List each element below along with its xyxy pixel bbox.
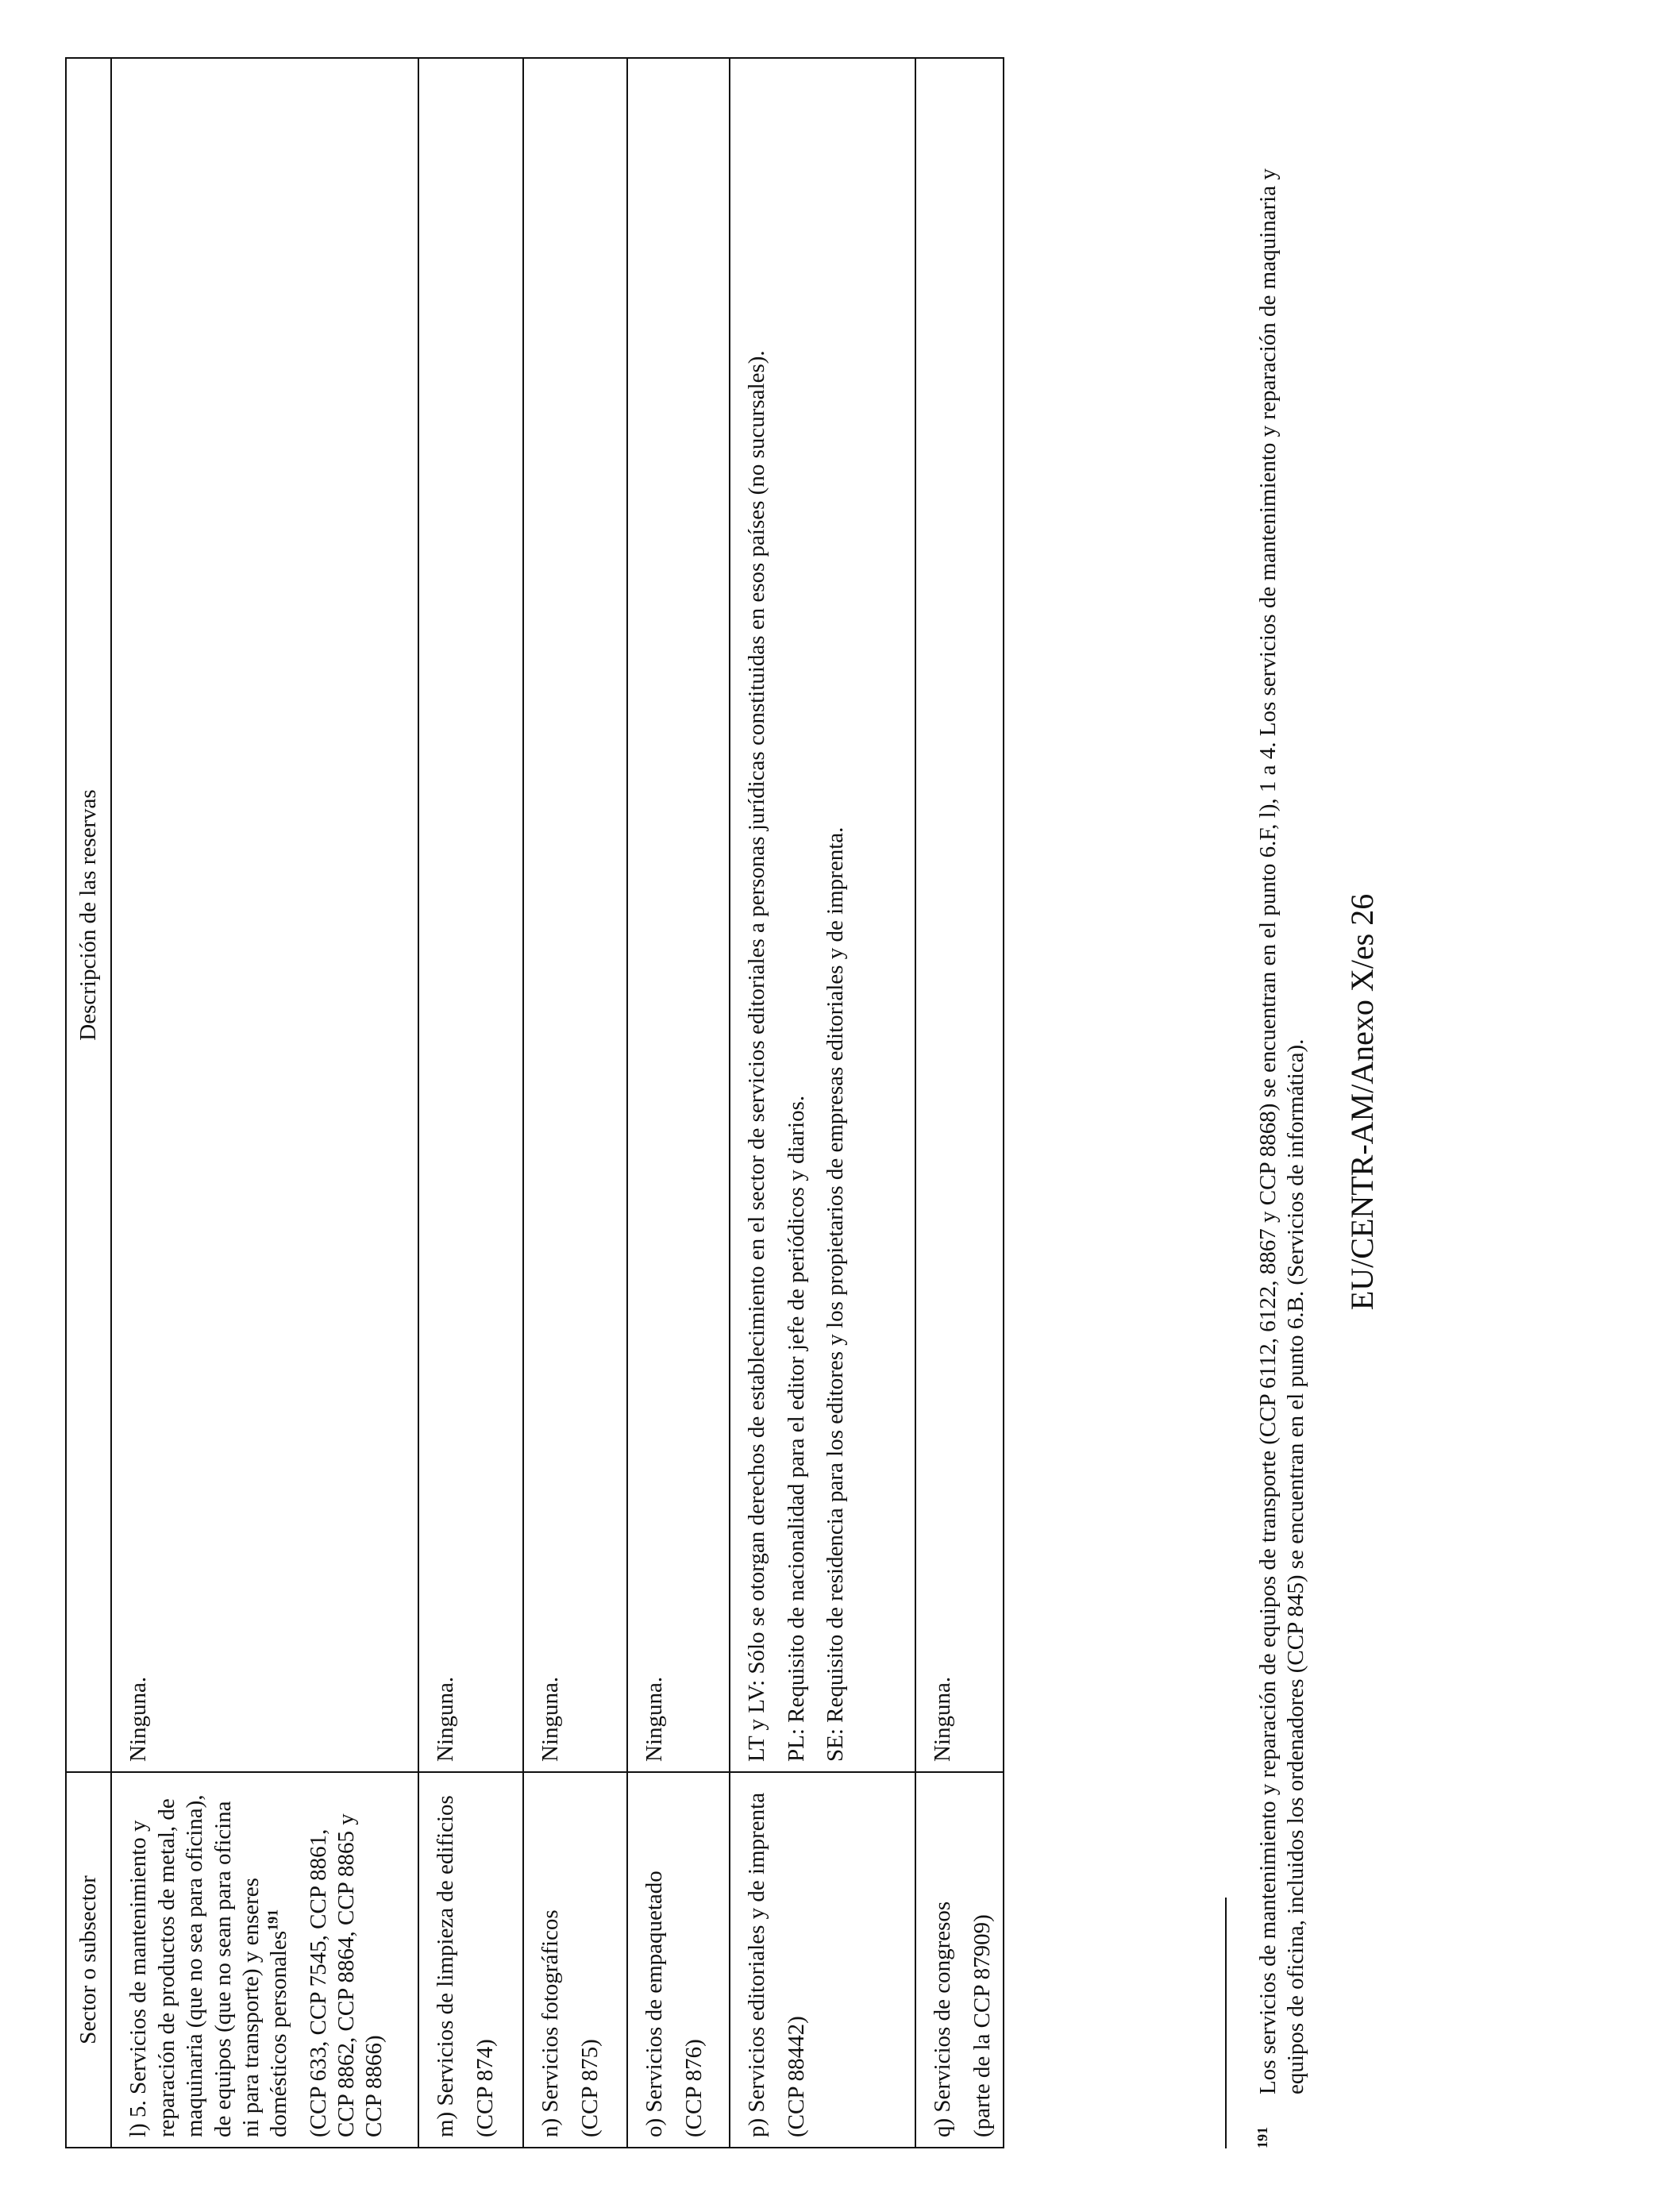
footnote-number: 191	[1254, 2127, 1270, 2148]
sector-code: (parte de la CCP 87909)	[969, 1914, 995, 2137]
table-row	[523, 58, 627, 2148]
reservas-cell	[915, 58, 1004, 1772]
table-row	[627, 58, 730, 2148]
sector-cell	[418, 1772, 523, 2148]
sector-text: m) Servicios de limpieza de edificios	[433, 1795, 459, 2137]
sector-cell	[730, 1772, 915, 2148]
sector-text: q) Servicios de congresos	[930, 1901, 956, 2137]
sector-text: o) Servicios de empaquetado	[642, 1871, 668, 2137]
sector-text: l) 5. Servicios de mantenimiento y reparación de productos de metal, de maquinaria (que no sea para oficina), de equipos (que no sean para oficina ni para transporte) y enseres domésticos personales	[125, 1794, 292, 2137]
reservas-cell	[730, 58, 915, 1772]
sector-code: (CCP 633, CCP 7545, CCP 8861, CCP 8862, CCP 8864, CCP 8865 y CCP 8866)	[305, 1813, 387, 2137]
table-row	[915, 58, 1004, 2148]
reservations-table	[65, 57, 1004, 2148]
sector-text: p) Servicios editoriales y de imprenta	[744, 1792, 770, 2137]
reservas-text: Ninguna.	[433, 1676, 459, 1762]
document-reference: EU/CENTR-AM/Anexo X/es 26	[1344, 893, 1380, 1311]
reservas-cell	[523, 58, 627, 1772]
table-row	[418, 58, 523, 2148]
reservas-text: Ninguna.	[930, 1676, 956, 1762]
sector-text: n) Servicios fotográficos	[538, 1909, 564, 2137]
reservas-cell	[111, 58, 418, 1772]
sector-code: (CCP 875)	[576, 2039, 603, 2137]
sector-code: (CCP 88442)	[783, 2016, 809, 2137]
sector-cell	[111, 1772, 418, 2148]
footnote-reference: 191	[264, 1909, 281, 1931]
reservas-text: Ninguna.	[125, 1676, 152, 1762]
header-sector: Sector o subsector	[66, 1772, 111, 2148]
reservas-text: LT y LV: Sólo se otorgan derechos de establecimiento en el sector de servicios editoriales a personas jurídicas constituidas en esos países (no sucursales).	[744, 350, 770, 1762]
footnote-text: Los servicios de mantenimiento y reparación de equipos de transporte (CCP 6112, 6122, 8867 y CCP 8868) se encuentran en el punto 6.F, l), 1 a 4. Los servicios de mantenimiento y reparación de maquinaria y equipos de oficina, incluidos los ordenadores (CCP 845) se encuentran en el punto 6.B. (Servicios de informática).	[1255, 168, 1308, 2094]
sector-cell	[627, 1772, 730, 2148]
reservas-text: PL: Requisito de nacionalidad para el editor jefe de periódicos y diarios.	[783, 1095, 809, 1762]
sector-cell	[523, 1772, 627, 2148]
sector-code: (CCP 874)	[472, 2039, 498, 2137]
reservas-text: Ninguna.	[642, 1676, 668, 1762]
sector-cell	[915, 1772, 1004, 2148]
reservas-text: Ninguna.	[538, 1676, 564, 1762]
footnote-separator	[1225, 1898, 1227, 2148]
table-row	[730, 58, 915, 2148]
reservas-cell	[627, 58, 730, 1772]
footnote	[1254, 116, 1310, 2148]
reservas-cell	[418, 58, 523, 1772]
reservas-text: SE: Requisito de residencia para los editores y los propietarios de empresas editoriales y de imprenta.	[823, 826, 849, 1762]
sector-code: (CCP 876)	[680, 2039, 707, 2137]
table-row	[111, 58, 418, 2148]
header-reservas: Descripción de las reservas	[66, 58, 111, 1772]
table-header-row	[66, 58, 111, 2148]
